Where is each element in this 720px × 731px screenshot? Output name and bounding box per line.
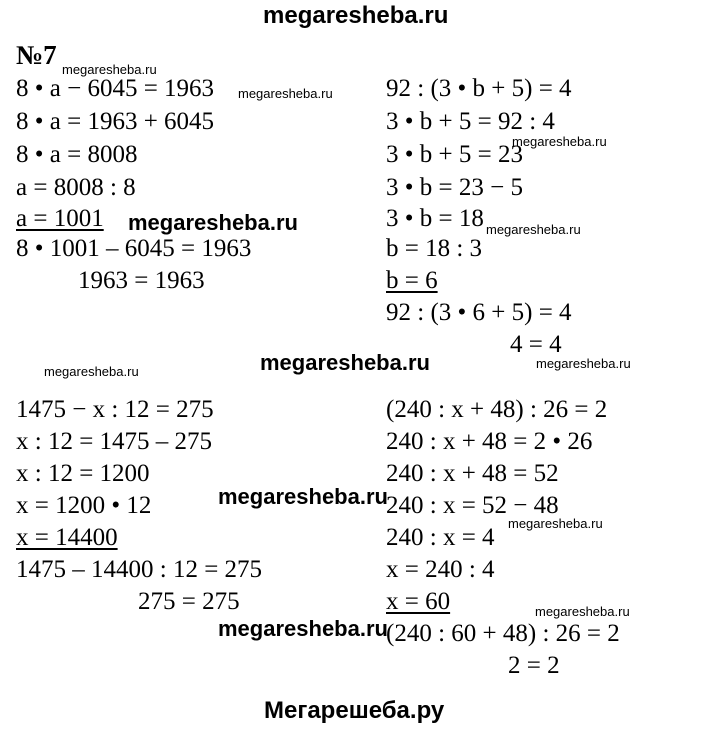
eq-b-check: 92 : (3 • 6 + 5) = 4 bbox=[386, 299, 572, 326]
eq-b-check-result: 4 = 4 bbox=[510, 331, 562, 358]
eq-a-line-3: 8 • a = 8008 bbox=[16, 141, 138, 168]
watermark-small-1: megaresheba.ru bbox=[62, 62, 157, 77]
eq-b-line-2: 3 • b + 5 = 92 : 4 bbox=[386, 108, 555, 135]
footer-title: Мегарешеба.ру bbox=[264, 697, 445, 724]
watermark-small-5: megaresheba.ru bbox=[44, 364, 139, 379]
eq-d-line-5: 240 : x = 4 bbox=[386, 524, 495, 551]
eq-d-line-3: 240 : x + 48 = 52 bbox=[386, 460, 559, 487]
eq-a-check: 8 • 1001 – 6045 = 1963 bbox=[16, 235, 252, 262]
eq-d-answer: x = 60 bbox=[386, 588, 451, 615]
eq-a-line-1: 8 • a − 6045 = 1963 bbox=[16, 75, 215, 102]
eq-c-check: 1475 – 14400 : 12 = 275 bbox=[16, 556, 263, 583]
eq-b-line-5: 3 • b = 18 bbox=[386, 205, 484, 232]
eq-b-line-6: b = 18 : 3 bbox=[386, 235, 483, 262]
watermark-small-2: megaresheba.ru bbox=[238, 86, 333, 101]
eq-c-answer: x = 14400 bbox=[16, 524, 118, 551]
eq-b-line-3: 3 • b + 5 = 23 bbox=[386, 141, 523, 168]
eq-a-line-2: 8 • a = 1963 + 6045 bbox=[16, 108, 215, 135]
watermark-small-7: megaresheba.ru bbox=[508, 516, 603, 531]
eq-d-line-2: 240 : x + 48 = 2 • 26 bbox=[386, 428, 593, 455]
watermark-big-1: megaresheba.ru bbox=[128, 210, 298, 235]
eq-d-line-4: 240 : x = 52 − 48 bbox=[386, 492, 559, 519]
eq-b-line-1: 92 : (3 • b + 5) = 4 bbox=[386, 75, 572, 102]
header-watermark: megaresheba.ru bbox=[263, 2, 449, 29]
eq-a-line-4: a = 8008 : 8 bbox=[16, 174, 136, 201]
watermark-big-2: megaresheba.ru bbox=[260, 350, 430, 375]
eq-d-check-result: 2 = 2 bbox=[508, 652, 560, 679]
watermark-big-4: megaresheba.ru bbox=[218, 616, 388, 641]
watermark-small-4: megaresheba.ru bbox=[486, 222, 581, 237]
watermark-small-3: megaresheba.ru bbox=[512, 134, 607, 149]
eq-c-line-2: x : 12 = 1475 – 275 bbox=[16, 428, 213, 455]
watermark-big-3: megaresheba.ru bbox=[218, 484, 388, 509]
task-number: №7 bbox=[16, 40, 57, 70]
eq-d-line-1: (240 : x + 48) : 26 = 2 bbox=[386, 396, 608, 423]
eq-b-answer: b = 6 bbox=[386, 267, 438, 294]
watermark-small-8: megaresheba.ru bbox=[535, 604, 630, 619]
eq-c-line-1: 1475 − x : 12 = 275 bbox=[16, 396, 214, 423]
eq-c-line-3: x : 12 = 1200 bbox=[16, 460, 150, 487]
eq-b-line-4: 3 • b = 23 − 5 bbox=[386, 174, 523, 201]
eq-d-check: (240 : 60 + 48) : 26 = 2 bbox=[386, 620, 620, 647]
eq-d-line-6: x = 240 : 4 bbox=[386, 556, 495, 583]
eq-a-check-result: 1963 = 1963 bbox=[78, 267, 205, 294]
watermark-small-6: megaresheba.ru bbox=[536, 356, 631, 371]
eq-a-answer: a = 1001 bbox=[16, 205, 104, 232]
eq-c-check-result: 275 = 275 bbox=[138, 588, 240, 615]
eq-c-line-4: x = 1200 • 12 bbox=[16, 492, 152, 519]
